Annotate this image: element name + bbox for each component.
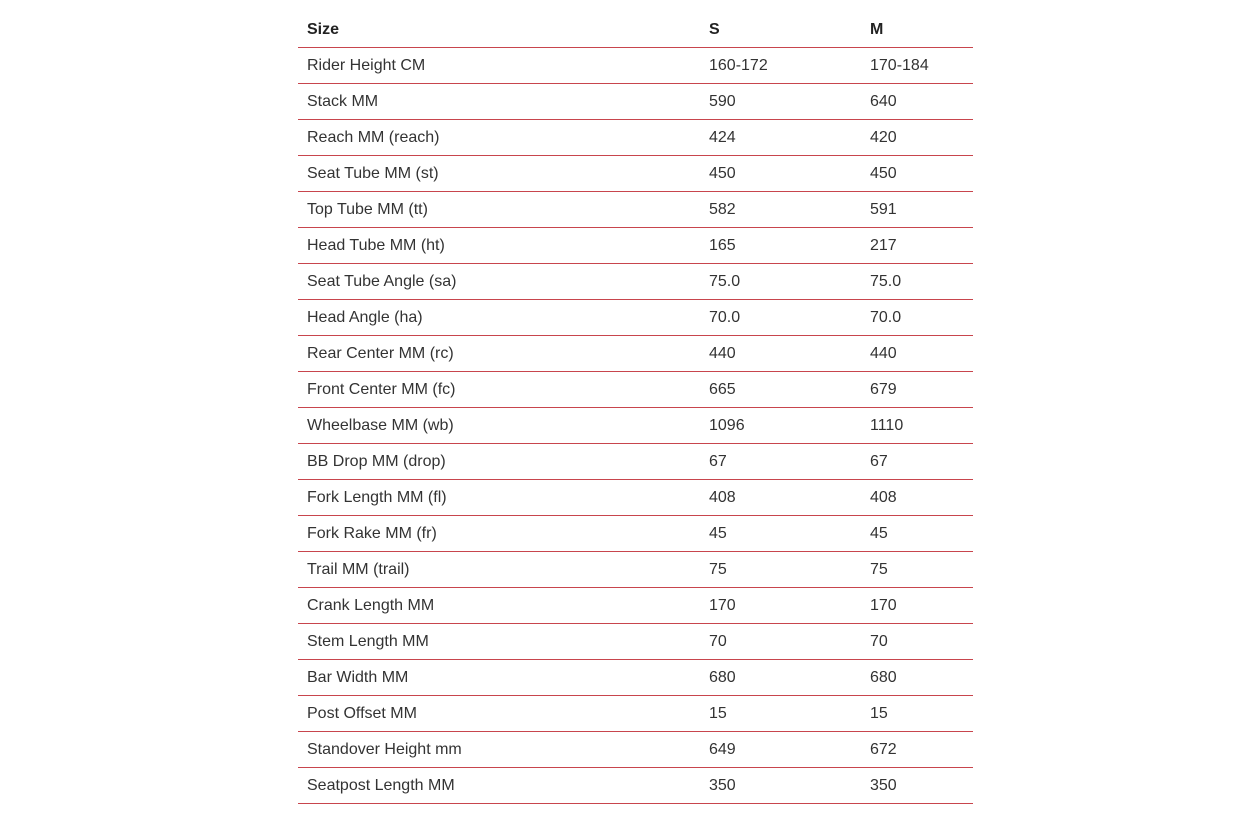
table-row <box>298 192 973 228</box>
measurement-label: Seat Tube MM (st) <box>298 156 700 192</box>
size-s-value: 408 <box>700 480 861 516</box>
measurement-label: Stack MM <box>298 84 700 120</box>
measurement-label: Post Offset MM <box>298 696 700 732</box>
measurement-label: Front Center MM (fc) <box>298 372 700 408</box>
measurement-label: Head Tube MM (ht) <box>298 228 700 264</box>
measurement-label: Top Tube MM (tt) <box>298 192 700 228</box>
table-row <box>298 264 973 300</box>
table-row <box>298 300 973 336</box>
size-s-value: 45 <box>700 516 861 552</box>
size-s-value: 165 <box>700 228 861 264</box>
size-m-value: 70 <box>861 624 973 660</box>
measurement-label: Fork Rake MM (fr) <box>298 516 700 552</box>
size-m-value: 420 <box>861 120 973 156</box>
size-m-value: 640 <box>861 84 973 120</box>
table-row <box>298 516 973 552</box>
measurement-label: Rider Height CM <box>298 48 700 84</box>
table-header <box>298 12 973 48</box>
size-m-value: 450 <box>861 156 973 192</box>
measurement-label: Crank Length MM <box>298 588 700 624</box>
measurement-label: Bar Width MM <box>298 660 700 696</box>
size-s-value: 665 <box>700 372 861 408</box>
geometry-table <box>298 12 973 804</box>
size-m-value: 591 <box>861 192 973 228</box>
measurement-label: Seat Tube Angle (sa) <box>298 264 700 300</box>
header-row <box>298 12 973 48</box>
header-m: M <box>861 12 973 48</box>
size-m-value: 408 <box>861 480 973 516</box>
table-row <box>298 120 973 156</box>
measurement-label: Trail MM (trail) <box>298 552 700 588</box>
table-row <box>298 480 973 516</box>
size-m-value: 75.0 <box>861 264 973 300</box>
measurement-label: Wheelbase MM (wb) <box>298 408 700 444</box>
table-body <box>298 48 973 804</box>
measurement-label: Reach MM (reach) <box>298 120 700 156</box>
size-m-value: 15 <box>861 696 973 732</box>
size-s-value: 1096 <box>700 408 861 444</box>
table-row <box>298 156 973 192</box>
size-m-value: 217 <box>861 228 973 264</box>
size-m-value: 67 <box>861 444 973 480</box>
size-m-value: 680 <box>861 660 973 696</box>
table-row <box>298 228 973 264</box>
header-size: Size <box>298 12 700 48</box>
table-row <box>298 408 973 444</box>
size-s-value: 75 <box>700 552 861 588</box>
header-s: S <box>700 12 861 48</box>
table-row <box>298 336 973 372</box>
measurement-label: Stem Length MM <box>298 624 700 660</box>
size-m-value: 75 <box>861 552 973 588</box>
size-s-value: 649 <box>700 732 861 768</box>
size-s-value: 170 <box>700 588 861 624</box>
size-m-value: 170-184 <box>861 48 973 84</box>
table-row <box>298 84 973 120</box>
measurement-label: Seatpost Length MM <box>298 768 700 804</box>
size-m-value: 1110 <box>861 408 973 444</box>
table-row <box>298 696 973 732</box>
measurement-label: Rear Center MM (rc) <box>298 336 700 372</box>
size-s-value: 582 <box>700 192 861 228</box>
size-s-value: 590 <box>700 84 861 120</box>
table-row <box>298 444 973 480</box>
size-s-value: 160-172 <box>700 48 861 84</box>
size-s-value: 75.0 <box>700 264 861 300</box>
size-m-value: 679 <box>861 372 973 408</box>
size-m-value: 440 <box>861 336 973 372</box>
table-row <box>298 552 973 588</box>
size-s-value: 440 <box>700 336 861 372</box>
table-row <box>298 48 973 84</box>
measurement-label: Standover Height mm <box>298 732 700 768</box>
table-row <box>298 732 973 768</box>
size-s-value: 15 <box>700 696 861 732</box>
table-row <box>298 588 973 624</box>
measurement-label: Fork Length MM (fl) <box>298 480 700 516</box>
size-m-value: 350 <box>861 768 973 804</box>
measurement-label: Head Angle (ha) <box>298 300 700 336</box>
size-s-value: 70 <box>700 624 861 660</box>
size-m-value: 70.0 <box>861 300 973 336</box>
size-m-value: 672 <box>861 732 973 768</box>
size-m-value: 170 <box>861 588 973 624</box>
size-s-value: 424 <box>700 120 861 156</box>
measurement-label: BB Drop MM (drop) <box>298 444 700 480</box>
size-s-value: 450 <box>700 156 861 192</box>
table-row <box>298 624 973 660</box>
size-s-value: 67 <box>700 444 861 480</box>
size-s-value: 350 <box>700 768 861 804</box>
table-row <box>298 660 973 696</box>
size-s-value: 70.0 <box>700 300 861 336</box>
size-s-value: 680 <box>700 660 861 696</box>
table-row <box>298 768 973 804</box>
size-m-value: 45 <box>861 516 973 552</box>
table-row <box>298 372 973 408</box>
